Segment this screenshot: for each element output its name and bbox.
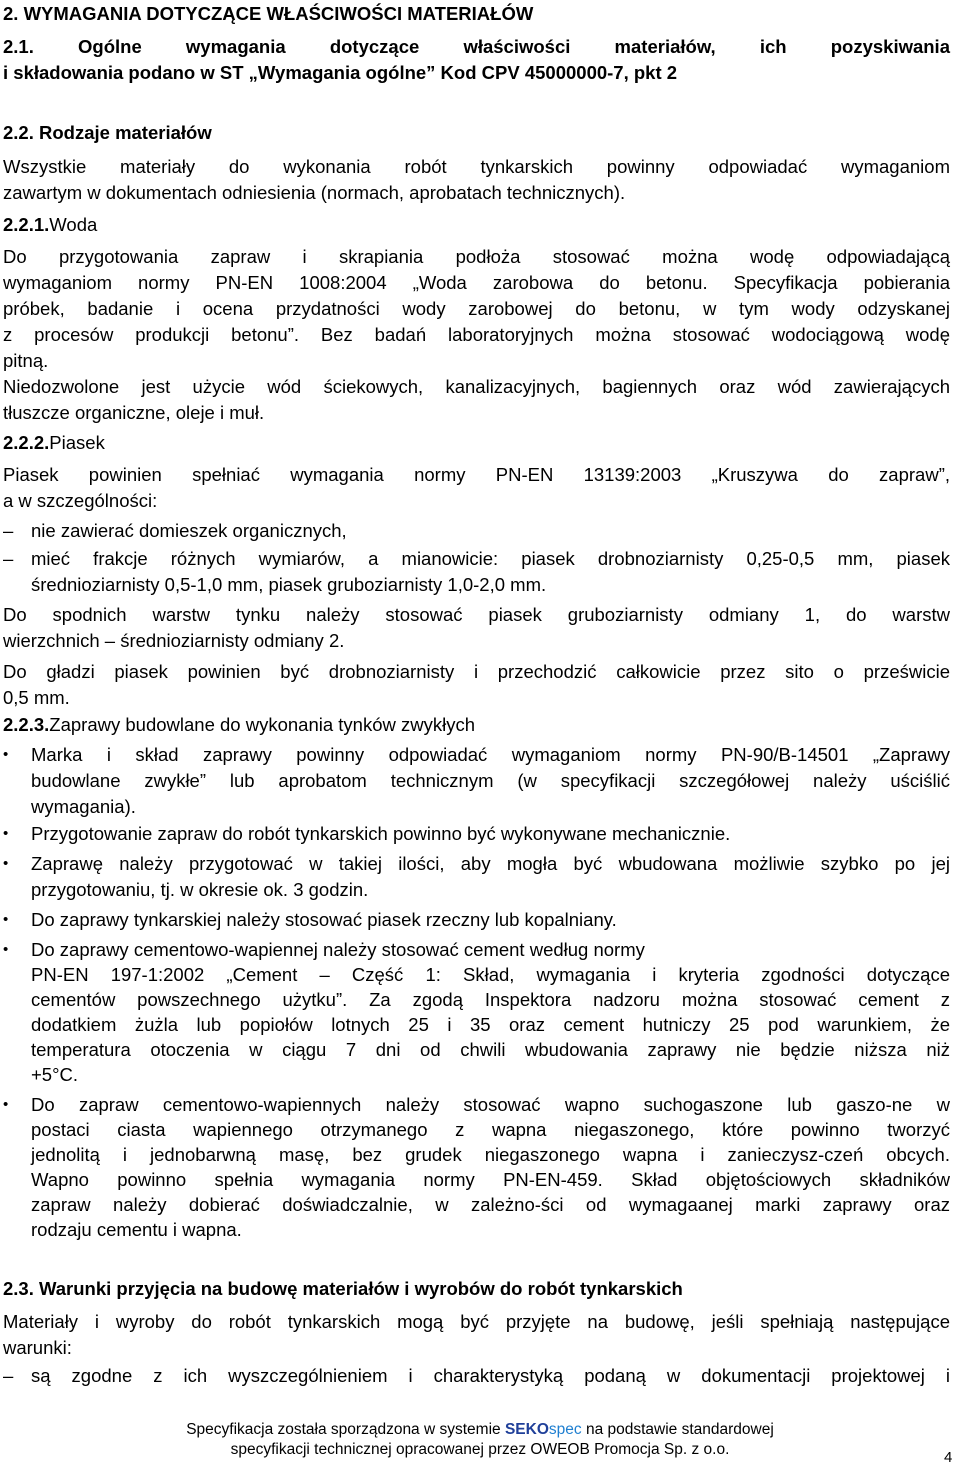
section-2-1-line-2: i składowania podano w ST „Wymagania ogólne” Kod CPV 45000000-7, pkt 2 bbox=[3, 62, 678, 83]
bullet-text-line: Do zaprawy tynkarskiej należy stosować piasek rzeczny lub kopalniany. bbox=[31, 909, 617, 930]
sand-paragraph-line: 0,5 mm. bbox=[3, 687, 70, 708]
chapter-heading: 2. WYMAGANIA DOTYCZĄCE WŁAŚCIWOŚCI MATERIAŁÓW bbox=[3, 3, 534, 24]
bullet-text-line: zapraw należy dobierać doświadczalnie, w zależno-ści od wymagaanej marki zaprawy oraz bbox=[31, 1194, 950, 1215]
bullet-text-line: przygotowaniu, tj. w okresie ok. 3 godzin. bbox=[31, 879, 369, 900]
section-2-2-text-line-1: Wszystkie materiały do wykonania robót tynkarskich powinny odpowiadać wymaganiom bbox=[3, 156, 950, 177]
bullet-text-line: wymagania). bbox=[31, 796, 136, 817]
section-2-1-line-1: 2.1. Ogólne wymagania dotyczące właściwości materiałów, ich pozyskiwania bbox=[3, 36, 950, 57]
bullet-marker: • bbox=[3, 855, 9, 872]
sand-paragraph-line: Do gładzi piasek powinien być drobnoziarnisty i przechodzić całkowicie przez sito o prześwicie bbox=[3, 661, 950, 682]
sand-intro-line-1: Piasek powinien spełniać wymagania normy PN-EN 13139:2003 „Kruszywa do zapraw”, bbox=[3, 464, 950, 485]
footer-line-2: specyfikacji technicznej opracowanej przez OWEOB Promocja Sp. z o.o. bbox=[230, 1441, 730, 1458]
brand-part-seko: SEKO bbox=[504, 1421, 549, 1438]
sekospec-logo bbox=[505, 1421, 582, 1438]
dash-item-text: średnioziarnisty 0,5-1,0 mm, piasek gruboziarnisty 1,0-2,0 mm. bbox=[31, 574, 547, 595]
water-text-line: wymaganiom normy PN-EN 1008:2004 „Woda zarobowa do betonu. Specyfikacja pobierania bbox=[3, 272, 950, 293]
subsection-title: Woda bbox=[49, 214, 98, 235]
bullet-marker: • bbox=[3, 911, 9, 928]
bullet-text-line: PN-EN 197-1:2002 „Cement – Część 1: Skład, wymagania i kryteria zgodności dotyczące bbox=[31, 964, 950, 985]
section-2-2-heading: 2.2. Rodzaje materiałów bbox=[3, 122, 212, 143]
subsection-2-2-2-heading bbox=[3, 430, 950, 456]
bullet-text-line: rodzaju cementu i wapna. bbox=[31, 1219, 242, 1240]
dash-item-text: są zgodne z ich wyszczególnieniem i charakterystyką podaną w dokumentacji projektowej i bbox=[31, 1365, 950, 1386]
footer-line-1 bbox=[0, 1420, 960, 1440]
water-text-line: próbek, badanie i ocena przydatności wody zarobowej do betonu, w tym wody odzyskanej bbox=[3, 298, 950, 319]
footer-text: na podstawie standardowej bbox=[581, 1421, 774, 1438]
dash-marker: – bbox=[3, 548, 14, 569]
bullet-marker: • bbox=[3, 941, 9, 958]
sand-paragraph-line: wierzchnich – średnioziarnisty odmiany 2. bbox=[3, 630, 345, 651]
dash-item-text: nie zawierać domieszek organicznych, bbox=[31, 520, 347, 541]
dash-item-text: mieć frakcje różnych wymiarów, a mianowicie: piasek drobnoziarnisty 0,25-0,5 mm, piasek bbox=[31, 548, 950, 569]
dash-marker: – bbox=[3, 520, 14, 541]
bullet-text-line: Zaprawę należy przygotować w takiej ilości, aby mogła być wbudowana możliwie szybko po jej bbox=[31, 853, 950, 874]
subsection-2-2-3-heading bbox=[3, 712, 950, 738]
water-text-line: Do przygotowania zapraw i skrapiania podłoża stosować można wodę odpowiadającą bbox=[3, 246, 950, 267]
water-text-line: z procesów produkcji betonu”. Bez badań laboratoryjnych można stosować wodociągową wodę bbox=[3, 324, 950, 345]
bullet-text-line: +5°C. bbox=[31, 1064, 78, 1085]
subsection-number: 2.2.1. bbox=[3, 214, 50, 235]
bullet-text-line: budowlane zwykłe” lub aprobatom technicznym (w specyfikacji szczegółowej należy uściślić bbox=[31, 770, 950, 791]
bullet-text-line: Marka i skład zaprawy powinny odpowiadać wymaganiom normy PN-90/B-14501 „Zaprawy bbox=[31, 744, 950, 765]
subsection-number: 2.2.3. bbox=[3, 714, 50, 735]
page-number: 4 bbox=[944, 1449, 953, 1466]
subsection-2-2-1-heading bbox=[3, 212, 950, 238]
subsection-title: Piasek bbox=[49, 432, 105, 453]
bullet-text-line: dodatkiem żużla lub popiołów lotnych 25 i 35 oraz cement hutniczy 25 pod warunkiem, że bbox=[31, 1014, 950, 1035]
brand-part-spec: spec bbox=[548, 1421, 582, 1438]
section-2-3-heading: 2.3. Warunki przyjęcia na budowę materiałów i wyrobów do robót tynkarskich bbox=[3, 1278, 683, 1299]
section-2-2-text-line-2: zawartym w dokumentach odniesienia (normach, aprobatach technicznych). bbox=[3, 182, 626, 203]
bullet-text-line: Przygotowanie zapraw do robót tynkarskich powinno być wykonywane mechanicznie. bbox=[31, 823, 731, 844]
water-text-line: tłuszcze organiczne, oleje i muł. bbox=[3, 402, 265, 423]
subsection-title: Zaprawy budowlane do wykonania tynków zwykłych bbox=[49, 714, 476, 735]
bullet-marker: • bbox=[3, 746, 9, 763]
bullet-text-line: Do zaprawy cementowo-wapiennej należy stosować cement według normy bbox=[31, 939, 645, 960]
sand-paragraph-line: Do spodnich warstw tynku należy stosować piasek gruboziarnisty odmiany 1, do warstw bbox=[3, 604, 950, 625]
section-2-3-text-line-2: warunki: bbox=[3, 1337, 72, 1358]
bullet-text-line: temperatura otoczenia w ciągu 7 dni od chwili wbudowania zaprawy nie będzie niższa niż bbox=[31, 1039, 950, 1060]
bullet-text-line: postaci ciasta wapiennego otrzymanego z wapna niegaszonego, które powinno tworzyć bbox=[31, 1119, 950, 1140]
dash-marker: – bbox=[3, 1365, 14, 1386]
bullet-marker: • bbox=[3, 1096, 9, 1113]
bullet-text-line: cementów powszechnego użytku”. Za zgodą Inspektora nadzoru można stosować cement z bbox=[31, 989, 950, 1010]
subsection-number: 2.2.2. bbox=[3, 432, 50, 453]
water-text-line: Niedozwolone jest użycie wód ściekowych, kanalizacyjnych, bagiennych oraz wód zawierających bbox=[3, 376, 950, 397]
footer-text: Specyfikacja została sporządzona w systemie bbox=[186, 1421, 505, 1438]
bullet-text-line: Do zapraw cementowo-wapiennych należy stosować wapno suchogaszone lub gaszo-ne w bbox=[31, 1094, 950, 1115]
section-2-3-text-line-1: Materiały i wyroby do robót tynkarskich mogą być przyjęte na budowę, jeśli spełniają następujące bbox=[3, 1311, 950, 1332]
water-text-line: pitną. bbox=[3, 350, 49, 371]
bullet-marker: • bbox=[3, 825, 9, 842]
bullet-text-line: jednolitą i jednobarwną masę, bez grudek niegaszonego wapna i zanieczysz-czeń obcych. bbox=[31, 1144, 950, 1165]
sand-intro-line-2: a w szczególności: bbox=[3, 490, 158, 511]
bullet-text-line: Wapno powinno spełnia wymagania normy PN-EN-459. Skład objętościowych składników bbox=[31, 1169, 950, 1190]
